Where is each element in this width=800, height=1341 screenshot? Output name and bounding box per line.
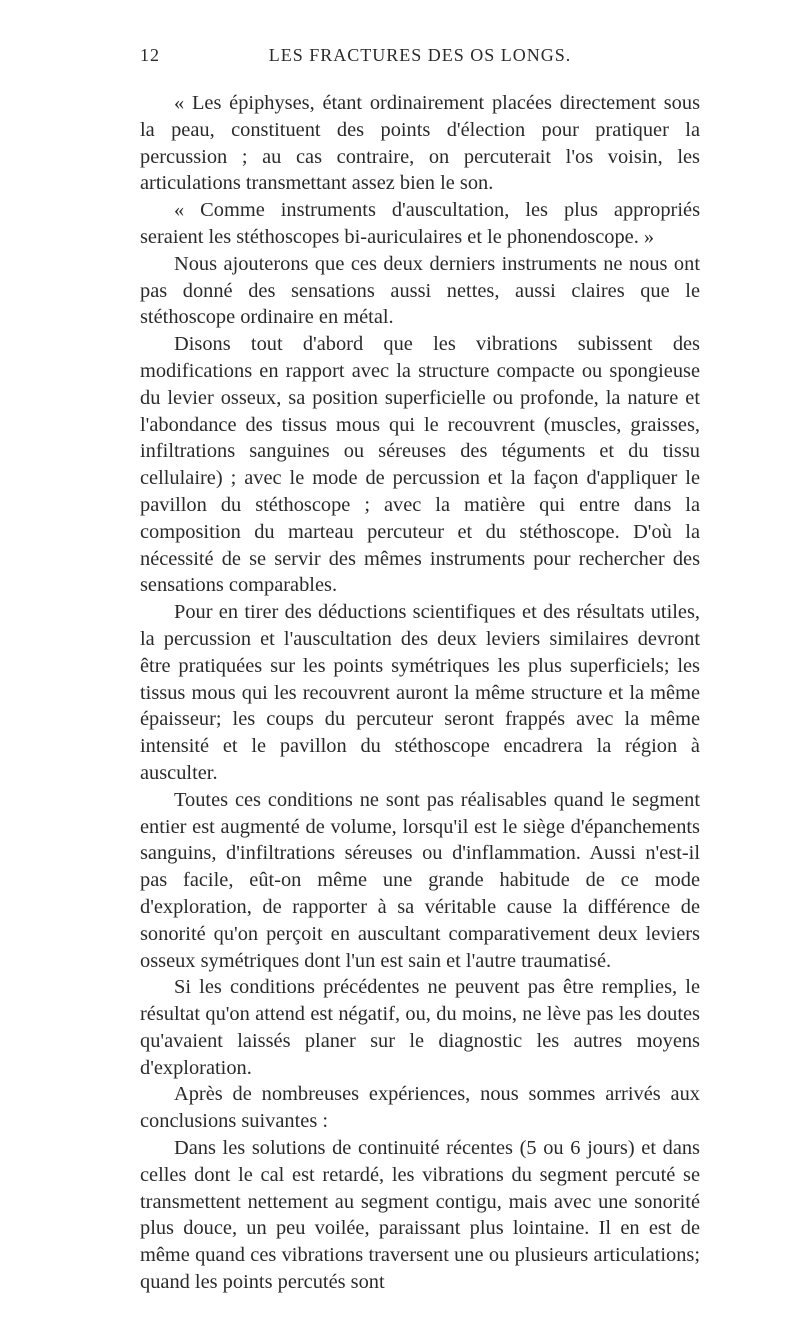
paragraph-conditions: Toutes ces conditions ne sont pas réalisables quand le segment entier est augmenté de volume, lorsqu'il est le siège d'épanchements sanguins, d'infiltrations séreuses ou d'inflammation. Aussi n'est-il pas facile, eût-on même une grande habitude de ce mode d'exploration, de rapporter à sa véritable cause la différence de sonorité qu'on perçoit en auscultant comparativement deux leviers osseux symétriques dont l'un est sain et l'autre traumatisé. — [140, 788, 700, 972]
paragraph-stethoscope: Nous ajouterons que ces deux derniers instruments ne nous ont pas donné des sensations aussi nettes, aussi claires que le stéthoscope ordinaire en métal. — [140, 252, 700, 329]
paragraph-fractures: Dans les solutions de continuité récentes (5 ou 6 jours) et dans celles dont le cal est retardé, les vibrations du segment percuté se transmettent nettement au segment contigu, mais avec une sonorité plus douce, un peu voilée, paraissant plus lointaine. Il en est de même quand ces vibrations traversent une ou plusieurs articulations; quand les points percutés sont — [140, 1137, 700, 1294]
paragraph-negative-result: Si les conditions précédentes ne peuvent pas être remplies, le résultat qu'on attend est négatif, ou, du moins, ne lève pas les doutes qu'avaient laissés planer sur le diagnostic les autres moyens d'exploration. — [140, 976, 700, 1079]
paragraph-deductions: Pour en tirer des déductions scientifiques et des résultats utiles, la percussion et l'auscultation des deux leviers similaires devront être pratiquées sur les points symétriques les plus superficiels; les tissus mous qui les recouvrent auront la même structure et la même épaisseur; les coups du percuteur seront frappés avec la même intensité et le pavillon du stéthoscope encadrera la région à ausculter. — [140, 601, 700, 784]
paragraph-vibrations: Disons tout d'abord que les vibrations subissent des modifications en rapport avec la structure compacte ou spongieuse du levier osseux, sa position superficielle ou profonde, la nature et l'abondance des tissus mous qui le recouvrent (muscles, graisses, infiltrations sanguines ou séreuses des téguments et du tissu cellulaire) ; avec le mode de percussion et la façon d'appliquer le pavillon du stéthoscope ; avec la matière qui entre dans la composition du marteau percuteur et du stéthoscope. D'où la nécessité de se servir des mêmes instruments pour rechercher des sensations comparables. — [140, 333, 700, 597]
paragraph-conclusions: Après de nombreuses expériences, nous sommes arrivés aux conclusions suivantes : — [140, 1083, 700, 1133]
paragraph-epiphyses: « Les épiphyses, étant ordinairement placées directement sous la peau, constituent des points d'élection pour pratiquer la percussion ; au cas contraire, on percuterait l'os voisin, les articulations transmettant assez bien le son. — [140, 92, 700, 195]
paragraph-instruments: « Comme instruments d'auscultation, les plus appropriés seraient les stéthoscopes bi-auriculaires et le phonendoscope. » — [140, 199, 700, 248]
body-text — [140, 90, 700, 1296]
running-head — [140, 45, 700, 69]
running-title: LES FRACTURES DES OS LONGS. — [268, 45, 572, 65]
page-number: 12 — [140, 45, 160, 65]
